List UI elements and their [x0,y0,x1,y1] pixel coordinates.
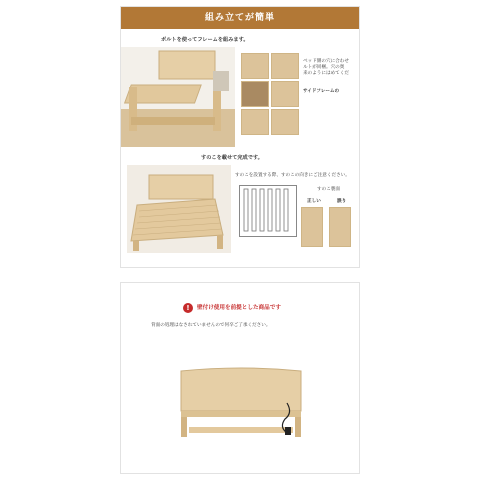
assembly-header: 組み立てが簡単 [121,7,359,29]
detail-photo-2 [271,53,299,79]
alert-text: 背面の処理はなされていませんので何卒ご了承ください。 [151,323,271,328]
detail-photo-4 [271,81,299,107]
wrong-label: 誤り [337,199,347,204]
detail-photo-1 [241,53,269,79]
note-line-2: ルトが同梱。穴の奥 [303,65,345,70]
step2-note: すのこを設置する際、すのこの向きにご注意ください。 [235,173,350,178]
detail-photo-5 [241,109,269,135]
wrong-example-photo [329,207,351,247]
completed-bed-photo [127,165,231,253]
side-frame-note: サイドフレームの [303,89,340,94]
step1-text: ボルトを使ってフレームを組みます。 [161,37,249,43]
slat-diagram [239,185,297,237]
assembly-panel [120,6,360,268]
wall-use-panel [120,282,360,474]
detail-photo-6 [271,109,299,135]
frame-assembly-photo [121,47,235,147]
warning-icon: ! [183,303,193,313]
note-line-3: 来のようにはめてくだ [303,71,349,76]
correct-example-photo [301,207,323,247]
ura-title: すのこ裏面 [317,187,340,192]
detail-photo-3 [241,81,269,107]
headboard-back-photo [177,367,305,439]
note-line-1: ベッド側の穴に合わせ [303,59,349,64]
alert-title: 壁付け使用を前提とした商品です [197,305,281,311]
step2-text: すのこを載せて完成です。 [201,155,263,161]
correct-label: 正しい [307,199,321,204]
